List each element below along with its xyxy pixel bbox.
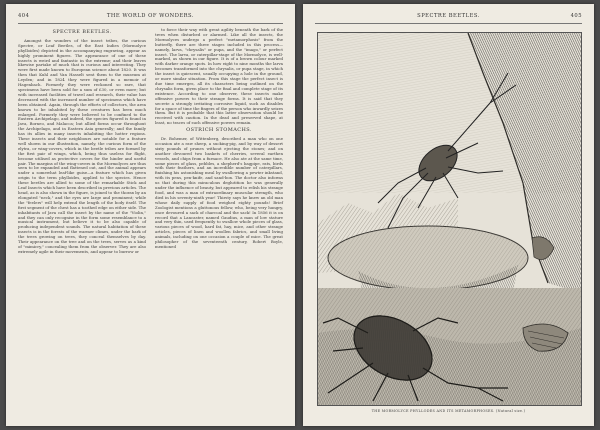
right-header-rule: [315, 23, 582, 24]
section-title-spectre-beetles: SPECTRE BEETLES.: [52, 29, 112, 35]
left-running-head: [18, 13, 283, 23]
section-title-ostrich-stomachs: OSTRICH STOMACHS.: [186, 127, 252, 134]
left-column-2: [155, 28, 283, 252]
engraving-illustration: [318, 33, 581, 405]
left-column-1: [18, 28, 146, 257]
left-header-rule: [18, 23, 283, 24]
column-1-body-text: Amongst the wonders of the insect tribes, the curious Spectre, or Leaf Beetles, of the East Indies (Mormolyce phylloides) depicted in the accompanying engraving, appear as highly prominent figures. The appearance of one of these insects is weird and fantastic in the extreme; and their leaves likewise partake of much that is curious and interesting. They were first made known to European science about 1820. It was then that Kuhl and Van Hasselt sent them to the museum at Leyden; and in 1824 they were figured in a memoir of Hagenbach. Formerly they were reckoned so rare, that specimens have been sold for a sum of £30, or even more; but with increased facilities of travel and research, their value has decreased with the increased number of specimens which have been obtained. Again, through the efforts of collectors, the area known to be inhabited by these creatures has been much enlarged. Formerly they were believed to be confined to the Eastern Archipelago, and indeed, the species figured is found in Java, Borneo, and Malacca; but allied forms occur throughout the Archipelago, and in Eastern Asia generally; and the family has its allies in many insects inhabiting the hotter regions. These insects and their neighbours are notable for a feature well shown in our illustration, namely, the curious form of the elytra, or wing-covers, which in the beetle tribes are formed by the first pair of wings, which, being thus useless for flight, become utilised as protective covers for the hinder and useful pair. The margins of the wing-covers in the Mormolyces are thus seen to be expanded and flattened out, and the animal appears under a somewhat leaf-like guise—a feature which has given origin to the term phylloides, applied to the species. Hence these beetles are allied to some of the remarkable Stick and Leaf Insects which have been described in previous articles. The head, as is also shown in the figure, is joined to the thorax by an elongated "neck," and the eyes are large and prominent; while the "feelers" will help extend the length of the body itself. The first segment of the chest has a toothed edge on either side. The inhabitants of Java call the insect by the name of the "Violin," and they can only recognise in the form some resemblance to a musical instrument, but believe it to be also capable of producing independent sounds. The natural habitation of these insects is in the forests of the warmer climes, under the bark of the trees growing on trees, they conceal themselves by day. Their appearance on the tree and on the trees, serves as a kind of "mimicry," concealing them from the observer. They are also extremely agile in their movements, and appear to burrow or: [18, 37, 146, 254]
right-running-title: SPECTRE BEETLES.: [417, 13, 480, 19]
right-page-number: 405: [570, 13, 582, 19]
right-running-head: [315, 13, 582, 23]
left-page-number: 404: [18, 13, 30, 19]
engraving-plate: [317, 32, 582, 406]
column-2-body-text-b: Dr. Bohemer, of Wittenberg, described a man who on one occasion ate a raw sheep, a sucking-pig, and by way of dessert sixty pounds of prunes without ejecting the stones; and on another devoured two baskets of cherries, several earthen vessels, and chips from a furnace. He also ate at the same time, some pieces of glass, pebbles, a shepherd's bagpipe, rats, birds with their feathers, and an incredible number of caterpillars, finishing his astonishing meal by swallowing a pewter inkstand, with its pens, pen-knife, and sand-box. The doctor also informs us that during this miraculous deglutition he was generally under the influence of beauty, but appeared to relish his strange food, and was a man of extraordinary muscular strength, who died in his seventy-ninth year! Thirsty says he knew an old man whose daily supply of food weighed eighty pounds! Brief Zoologist mentions a gluttonous fellow, who, being very hungry, once devoured a sack of charcoal and the sack! In 1856 it is on record that a Lancaster, named Gaudius, a man of low stature and very thin, used frequently to swallow whole pieces of glass, various pieces of wood, hard fat, hay, mice, and other strange articles, pieces of linen and woollen fabrics, and small living animals, including on one occasion a couple of mice. The great philosopher of the seventeenth century, Robert Boyle, mentioned: [155, 136, 283, 249]
column-2-body-text: to force their way with great agility beneath the bark of the trees when disturbed or alarmed. Like all the insects, the Mormolyces undergo a perfect "metamorphosis" from the butterfly, there are three stages included in this process—namely, larva, "chrysalis" or pupa, and the "imago," or perfect insect. The larva, or caterpillar-stage of the Mormolyce, is well-marked, as shown in our figure. It is of a brown colour marked with darker orange spots. In how eight to nine months the larva becomes transformed into the chrysalis, or pupa stage, in which the insect is quiescent, usually occupying a hole in the ground, or more similar situation. From this stage the perfect insect is due time emerges, all its characters being outlined on the chrysalis form, given place to the final and complete stage of its existence. According to one observer, these insects make offensive powers to their strange forms. It is said that they secrete a strongly irritating corrosive liquid, such as disables for a space of time the fingers of the person who inwardly seizes them. But it is probable that this latter observation should be received with caution. In the dead and preserved shape, at least, no traces of such offensive powers remain.: [155, 27, 283, 126]
left-running-title: THE WORLD OF WONDERS.: [106, 13, 195, 19]
right-page: [303, 4, 594, 426]
left-page: [6, 4, 295, 426]
plate-caption: THE MORMOLYCE PHYLLODES AND ITS METAMORPHOSES. (Natural size.): [371, 409, 526, 413]
